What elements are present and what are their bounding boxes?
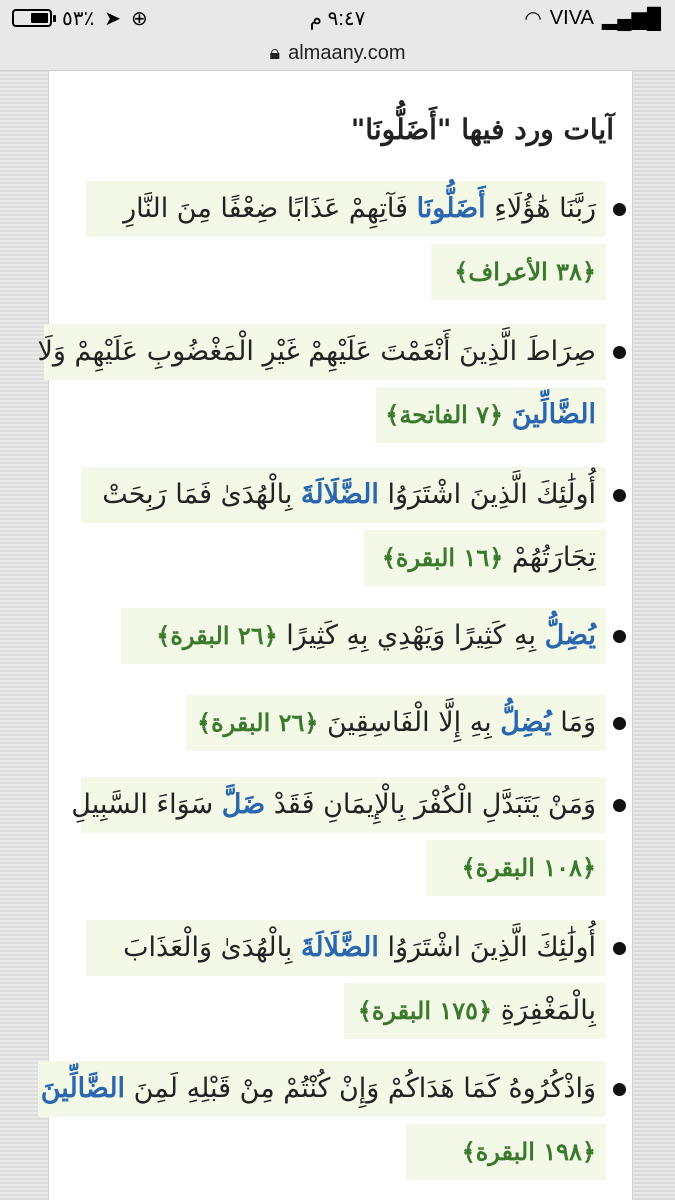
highlighted-word: يُضِلُّ bbox=[500, 707, 552, 738]
signal-icon: ▂▄▆█ bbox=[601, 7, 661, 30]
verse-line bbox=[406, 1124, 606, 1180]
verse-bullet bbox=[613, 717, 626, 730]
page-title: آيات ورد فيها "أَضَلُّونَا" bbox=[350, 113, 614, 146]
verse-bullet bbox=[613, 942, 626, 955]
verse-line bbox=[81, 467, 606, 523]
verse-text: وَمَنْ يَتَبَدَّلِ الْكُفْرَ بِالْإِيمَانِ فَقَدْ bbox=[265, 789, 596, 820]
verse-line bbox=[431, 244, 606, 300]
lock-icon: 🔒︎ bbox=[269, 41, 281, 64]
verse-text: بِالْمَغْفِرَةِ bbox=[492, 995, 596, 1026]
right-gutter bbox=[631, 71, 675, 1200]
wifi-icon: ◠ bbox=[524, 7, 542, 30]
verse-text bbox=[503, 399, 512, 430]
verse-line bbox=[364, 530, 606, 586]
highlighted-word: الضَّلَالَةَ bbox=[300, 479, 379, 510]
carrier-name: VIVA bbox=[549, 6, 594, 29]
verse-reference[interactable]: ﴿١٦ البقرة﴾ bbox=[381, 543, 504, 572]
verse-text: بِالْهُدَىٰ وَالْعَذَابَ bbox=[123, 932, 301, 963]
verse-text: رَبَّنَا هَٰؤُلَاءِ bbox=[485, 193, 596, 224]
verse-bullet bbox=[613, 346, 626, 359]
verse-text: وَاذْكُرُوهُ كَمَا هَدَاكُمْ وَإِنْ كُنْتُمْ مِنْ قَبْلِهِ لَمِنَ bbox=[125, 1073, 596, 1104]
address-bar[interactable] bbox=[0, 36, 675, 71]
highlighted-word: يُضِلُّ bbox=[544, 620, 596, 651]
verse-text: بِهِ إِلَّا الْفَاسِقِينَ bbox=[318, 707, 501, 738]
verse-text: سَوَاءَ السَّبِيلِ bbox=[71, 789, 222, 820]
verse-line bbox=[38, 1061, 606, 1117]
verse-line bbox=[86, 181, 606, 237]
verse-line bbox=[71, 777, 606, 833]
verse-line bbox=[86, 920, 606, 976]
left-gutter bbox=[0, 71, 48, 1200]
highlighted-word: الضَّلَالَةَ bbox=[300, 932, 379, 963]
verse-reference[interactable]: ﴿٢٦ البقرة﴾ bbox=[156, 621, 278, 650]
highlighted-word: الضَّالِّينَ bbox=[40, 1073, 126, 1104]
verse-text: وَمَا bbox=[551, 707, 596, 738]
content-panel bbox=[37, 71, 633, 1200]
highlighted-word: ضَلَّ bbox=[221, 789, 266, 820]
verse-bullet bbox=[613, 1083, 626, 1096]
verse-line bbox=[426, 840, 606, 896]
verse-text: تِجَارَتُهُمْ bbox=[503, 542, 596, 573]
verse-reference[interactable]: ﴿١٧٥ البقرة﴾ bbox=[357, 996, 493, 1025]
verse-reference[interactable]: ﴿٣٨ الأعراف﴾ bbox=[454, 257, 596, 286]
battery-percent: ٥٣٪ bbox=[62, 7, 95, 30]
status-bar bbox=[0, 0, 675, 36]
verse-text: بِالْهُدَىٰ فَمَا رَبِحَتْ bbox=[102, 479, 301, 510]
url-text: almaany.com bbox=[288, 41, 406, 64]
web-page bbox=[0, 71, 675, 1200]
verse-bullet bbox=[613, 489, 626, 502]
status-time: ٩:٤٧ م bbox=[309, 8, 366, 30]
location-arrow-icon: ➤ bbox=[104, 7, 121, 30]
verse-text: أُولَٰئِكَ الَّذِينَ اشْتَرَوُا bbox=[378, 479, 596, 510]
verse-reference[interactable]: ﴿١٩٨ البقرة﴾ bbox=[461, 1137, 596, 1166]
verse-line bbox=[121, 608, 606, 664]
verse-line bbox=[376, 387, 606, 443]
verse-reference[interactable]: ﴿١٠٨ البقرة﴾ bbox=[461, 853, 596, 882]
verse-text: أُولَٰئِكَ الَّذِينَ اشْتَرَوُا bbox=[378, 932, 596, 963]
verse-text: بِهِ كَثِيرًا وَيَهْدِي بِهِ كَثِيرًا bbox=[277, 620, 545, 651]
verse-line bbox=[344, 983, 606, 1039]
verse-text: فَآتِهِمْ عَذَابًا ضِعْفًا مِنَ النَّارِ bbox=[123, 193, 417, 224]
verse-bullet bbox=[613, 799, 626, 812]
verse-bullet bbox=[613, 203, 626, 216]
verse-line bbox=[37, 324, 606, 380]
verse-reference[interactable]: ﴿٧ الفاتحة﴾ bbox=[385, 400, 504, 429]
verse-reference[interactable]: ﴿٢٦ البقرة﴾ bbox=[197, 708, 319, 737]
verse-text: صِرَاطَ الَّذِينَ أَنْعَمْتَ عَلَيْهِمْ غَيْرِ الْمَغْضُوبِ عَلَيْهِمْ وَلَا bbox=[37, 336, 596, 367]
verse-line bbox=[186, 695, 606, 751]
orientation-lock-icon: ⊕ bbox=[131, 7, 148, 30]
verse-bullet bbox=[613, 630, 626, 643]
highlighted-word: الضَّالِّينَ bbox=[511, 399, 596, 430]
highlighted-word: أَضَلُّونَا bbox=[416, 193, 486, 224]
